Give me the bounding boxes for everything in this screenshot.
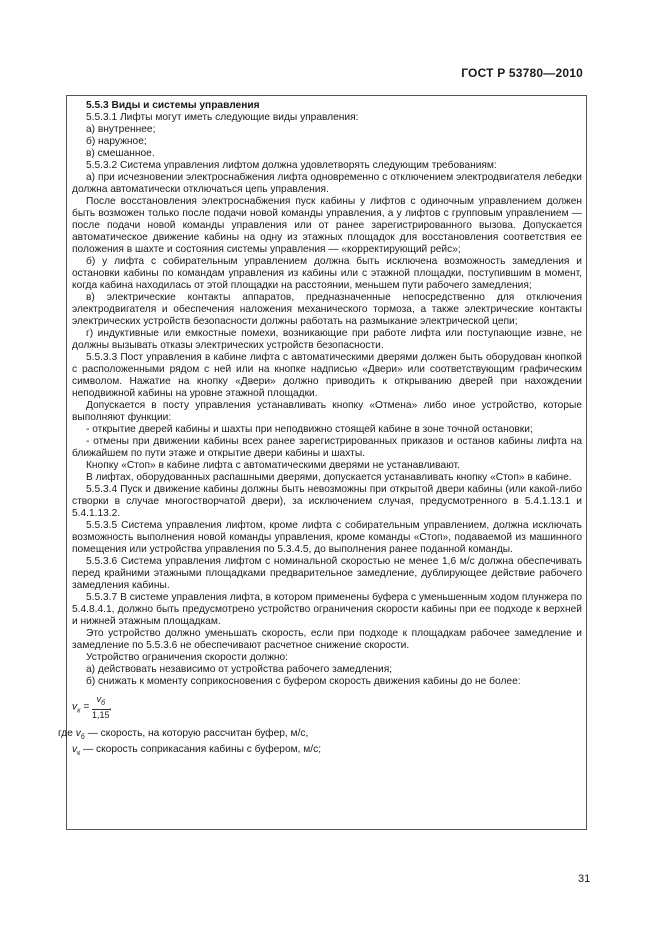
paragraph: 5.5.3.6 Система управления лифтом с номинальной скоростью не менее 1,6 м/с должна обеспечивать перед крайними этажными площадками предварительное замедление, дублирующее действие рабочего замедления кабины. xyxy=(72,556,582,591)
paragraph: Допускается в посту управления устанавливать кнопку «Отмена» либо иное устройство, которые выполняют функции: xyxy=(72,400,582,423)
formula-equals: = xyxy=(80,701,93,713)
where-line xyxy=(58,728,582,744)
list-item: а) внутреннее; xyxy=(86,124,156,135)
where-text: — скорость, на которую рассчитан буфер, м/с, xyxy=(84,728,309,739)
page-number: 31 xyxy=(578,873,591,885)
where-subscript: б xyxy=(80,734,85,742)
list-item: в) смешанное. xyxy=(86,148,155,159)
formula-fraction xyxy=(92,694,110,720)
list-item: б) наружное; xyxy=(86,136,147,147)
paragraph: 5.5.3.2 Система управления лифтом должна удовлетворять следующим требованиям: xyxy=(86,160,497,171)
where-line xyxy=(72,744,582,760)
paragraph: Это устройство должно уменьшать скорость, если при подходе к площадкам рабочее замедление и замедление по 5.5.3.6 не обеспечивают расчетное снижение скорости. xyxy=(72,628,582,651)
formula-lhs-sub: к xyxy=(77,707,81,715)
paragraph: 5.5.3.7 В системе управления лифта, в котором применены буфера с уменьшенным ходом плунжера по 5.4.8.4.1, должно быть предусмотрено устройство ограничения скорости кабины при ее подходе к верхней и нижней этажным площадкам. xyxy=(72,592,582,627)
document-id-header: ГОСТ Р 53780—2010 xyxy=(461,66,583,80)
formula-denominator: 1,15 xyxy=(92,709,110,720)
speed-formula xyxy=(72,694,582,722)
paragraph: 5.5.3.1 Лифты могут иметь следующие виды управления: xyxy=(86,112,359,123)
paragraph: 5.5.3.3 Пост управления в кабине лифта с автоматическими дверями должен быть оборудован кнопкой с расположенными рядом с ней или на кнопке надписью «Двери» или соответствующим графическим символом. Нажатие на кнопку «Двери» должно приводить к открыванию дверей при нахождении неподвижной кабины на уровне этажной площадки. xyxy=(72,352,582,399)
paragraph: Устройство ограничения скорости должно: xyxy=(86,652,289,663)
formula-num-symbol: v xyxy=(96,694,102,704)
where-symbol: v xyxy=(75,728,81,739)
paragraph: 5.5.3.5 Система управления лифтом, кроме лифта с собирательным управлением, должна исключать возможность выполнения новой команды управления, кроме команды «Стоп», подаваемой из машинного помещения или устройства управления по 5.3.4.5, до выполнения ранее поданной команды. xyxy=(72,520,582,555)
list-item: б) снижать к моменту соприкосновения с буфером скорость движения кабины до не более: xyxy=(86,676,521,687)
list-item: - отмены при движении кабины всех ранее зарегистрированных приказов и останов кабины лифта на ближайшем по пути этаже и открытие двери кабины и шахты. xyxy=(72,436,582,459)
paragraph: в) электрические контакты аппаратов, предназначенные непосредственно для отключения электродвигателя и обеспечения наложения механического тормоза, а также электрические контакты электрических устройств безопасности должны работать на размыкание электрической цепи; xyxy=(72,292,582,327)
formula-numerator xyxy=(92,694,110,710)
paragraph: г) индуктивные или емкостные помехи, возникающие при работе лифта или поступающие извне, не должны вызывать отказы электрических устройств безопасности. xyxy=(72,328,582,351)
paragraph: 5.5.3.4 Пуск и движение кабины должны быть невозможны при открытой двери кабины (или какой-либо створки в случае многостворчатой двери), за исключением случая, предусмотренного в 5.4.1.13.1 и 5.4.1.13.2. xyxy=(72,484,582,519)
where-symbol: v xyxy=(72,744,78,756)
formula-num-sub: б xyxy=(101,699,106,707)
list-item: а) действовать независимо от устройства рабочего замедления; xyxy=(86,664,393,675)
where-prefix: где xyxy=(58,728,76,739)
paragraph: Кнопку «Стоп» в кабине лифта с автоматическими дверями не устанавливают. xyxy=(86,460,460,471)
paragraph: В лифтах, оборудованных распашными дверями, допускается устанавливать кнопку «Стоп» в кабине. xyxy=(86,472,572,483)
where-subscript: к xyxy=(77,750,81,758)
paragraph: б) у лифта с собирательным управлением должна быть исключена возможность замедления и остановки кабины по командам управления из кабины или с этажной площадки, поступившим в момент, когда кабина находилась от этой площадки на расстоянии, меньшем пути рабочего замедления; xyxy=(72,256,582,291)
where-text: — скорость соприкасания кабины с буфером, м/с; xyxy=(80,744,322,756)
paragraph: а) при исчезновении электроснабжения лифта одновременно с отключением электродвигателя лебедки должна автоматически отключаться цепь управления. xyxy=(72,172,582,195)
section-heading: 5.5.3 Виды и системы управления xyxy=(86,100,260,111)
formula-lhs: v xyxy=(72,701,78,713)
list-item: - открытие дверей кабины и шахты при неподвижно стоящей кабине в зоне точной остановки; xyxy=(86,424,533,435)
paragraph: После восстановления электроснабжения пуск кабины у лифтов с одиночным управлением должен быть возможен только после подачи новой команды управления, а у лифтов с групповым управлением — после подачи новой команды управления или от ранее зарегистрированного вызова. Допускается автоматическое движение кабины на одну из этажных площадок для восстановления соответствия ее положения в шахте и состояния системы управления — «корректирующий рейс»; xyxy=(72,196,582,255)
section-content xyxy=(58,100,582,760)
formula-tail: , xyxy=(109,701,113,713)
